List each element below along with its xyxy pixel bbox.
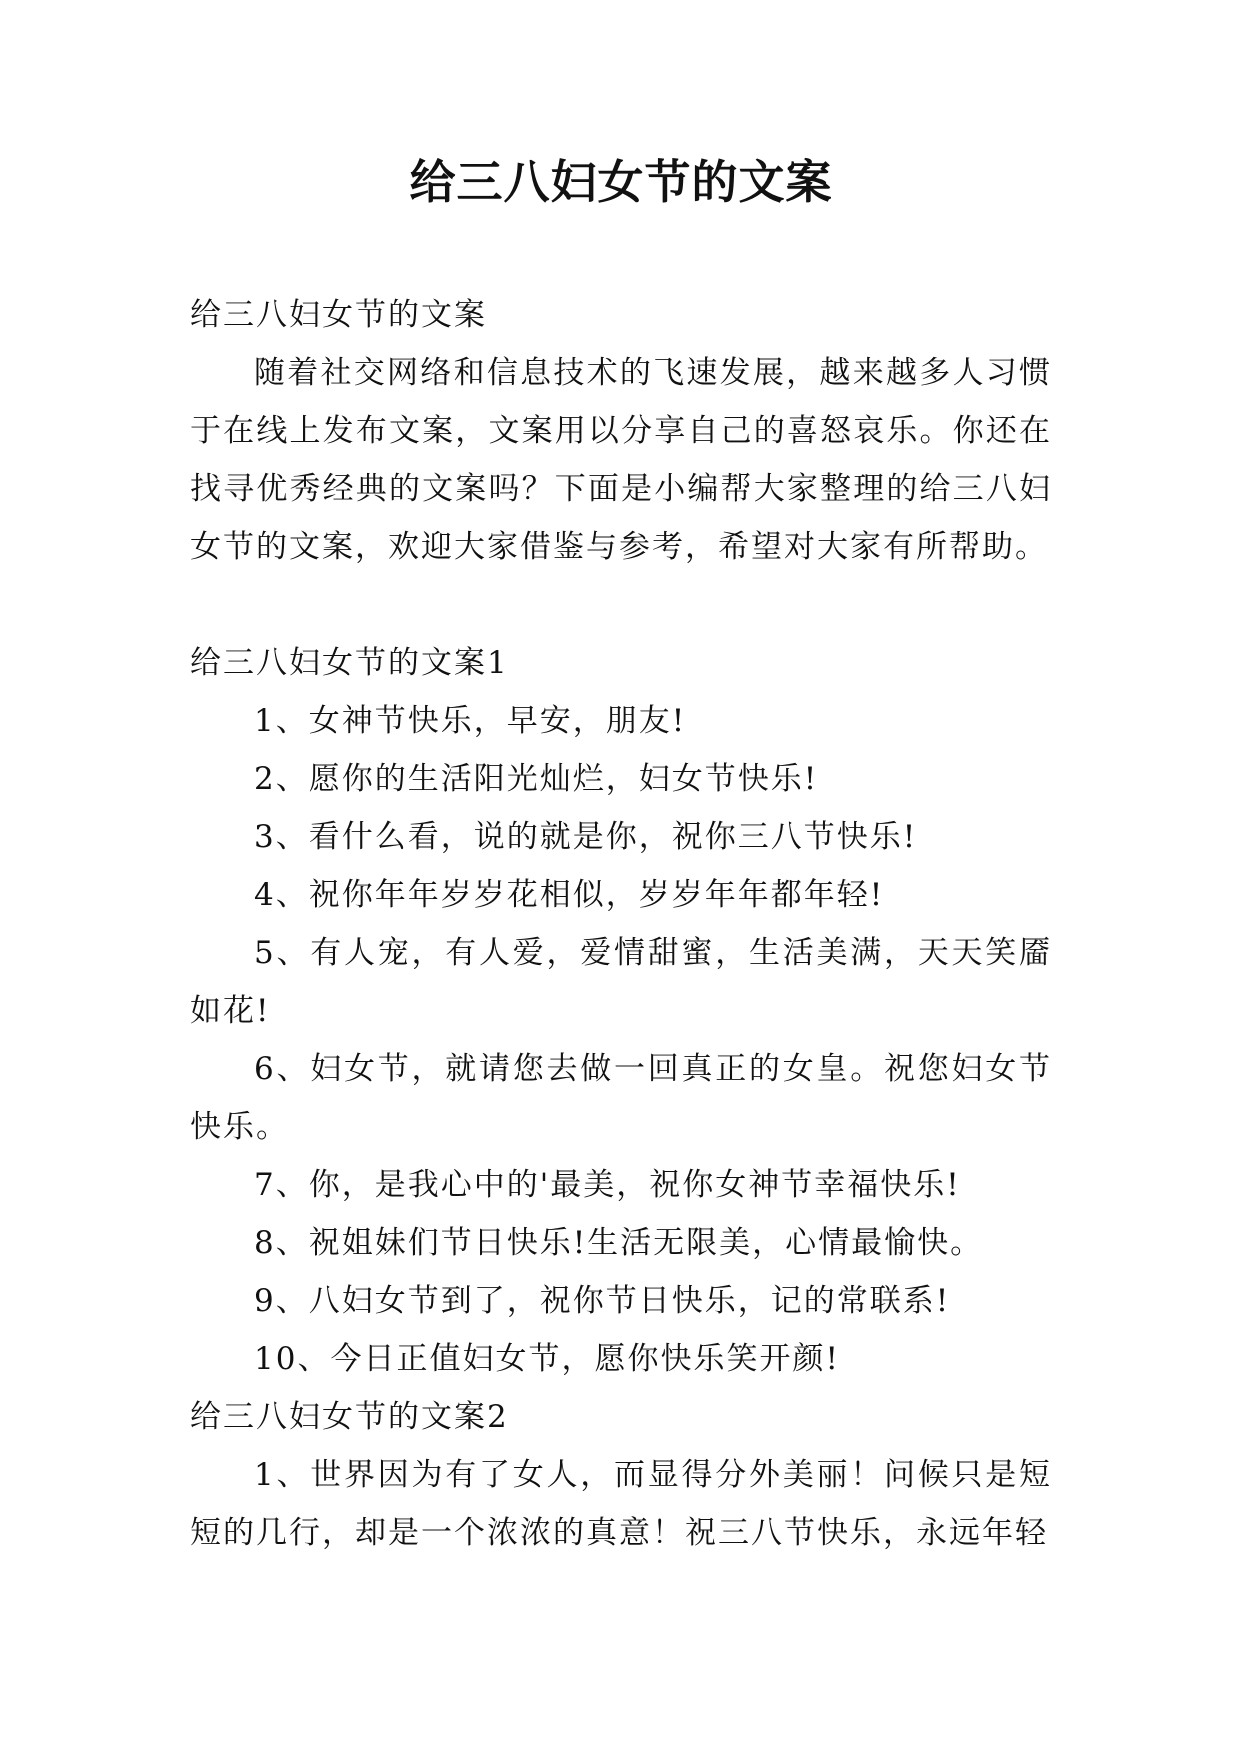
wish-item: 9、八妇女节到了，祝你节日快乐，记的常联系!: [254, 1283, 951, 1319]
wish-item: 1、世界因为有了女人，而显得分外美丽！问候只是短短的几行，却是一个浓浓的真意！祝三八节快乐，永远年轻: [190, 1457, 1052, 1551]
wish-item: 1、女神节快乐，早安，朋友!: [254, 703, 687, 739]
document-body: [190, 286, 1052, 1562]
wish-item: 2、愿你的生活阳光灿烂，妇女节快乐!: [254, 761, 819, 797]
wish-item: 10、今日正值妇女节，愿你快乐笑开颜!: [254, 1341, 840, 1377]
intro-paragraph: 随着社交网络和信息技术的飞速发展，越来越多人习惯于在线上发布文案，文案用以分享自己的喜怒哀乐。你还在找寻优秀经典的文案吗？下面是小编帮大家整理的给三八妇女节的文案，欢迎大家借鉴与参考，希望对大家有所帮助。: [190, 355, 1052, 565]
wish-item: 6、妇女节，就请您去做一回真正的女皇。祝您妇女节快乐。: [190, 1051, 1052, 1145]
section-1-heading: 给三八妇女节的文案1: [190, 645, 509, 681]
wish-item: 4、祝你年年岁岁花相似，岁岁年年都年轻!: [254, 877, 885, 913]
wish-item: 5、有人宠，有人爱，爱情甜蜜，生活美满，天天笑靥如花!: [190, 935, 1052, 1029]
section-2-heading: 给三八妇女节的文案2: [190, 1399, 509, 1435]
wish-item: 8、祝姐妹们节日快乐!生活无限美，心情最愉快。: [254, 1225, 984, 1261]
wish-item: 3、看什么看，说的就是你，祝你三八节快乐!: [254, 819, 918, 855]
wish-item: 7、你，是我心中的'最美，祝你女神节幸福快乐!: [254, 1167, 961, 1203]
document-title: 给三八妇女节的文案: [409, 155, 833, 209]
spacer: [190, 576, 1052, 634]
subtitle: 给三八妇女节的文案: [190, 297, 487, 333]
